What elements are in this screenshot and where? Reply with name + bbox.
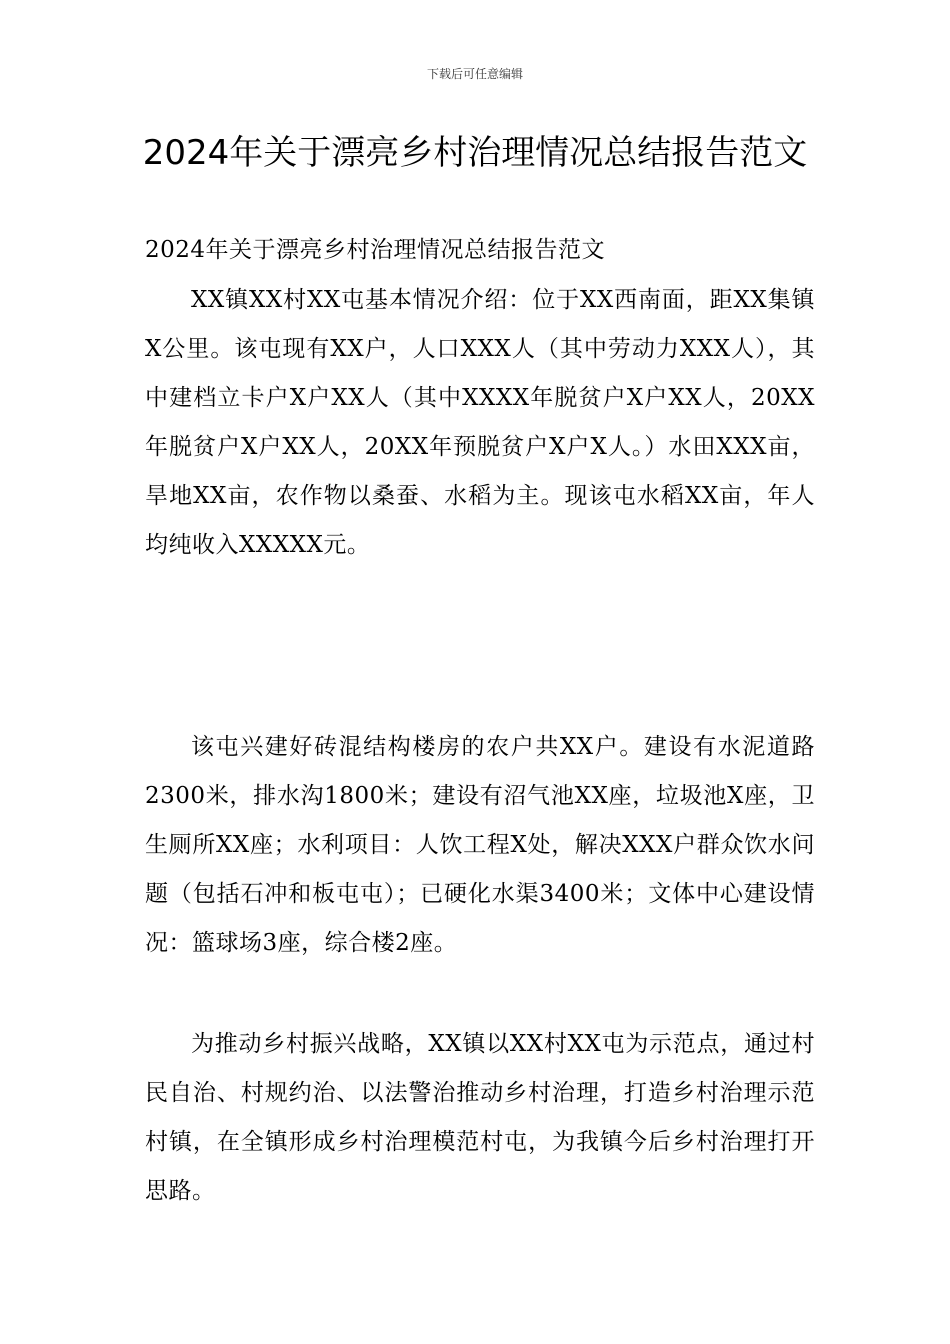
subtitle-text: 2024年关于漂亮乡村治理情况总结报告范文 xyxy=(145,237,606,263)
document-subtitle xyxy=(145,226,815,275)
paragraph-text: XX镇XX村XX屯基本情况介绍：位于XX西南面，距XX集镇X公里。该屯现有XX户，人口XXX人（其中劳动力XXX人），其中建档立卡户X户XX人（其中XXXX年脱贫户X户XX人，20XX年脱贫户X户XX人，20XX年预脱贫户X户X人。）水田XXX亩，旱地XX亩，农作物以桑蚕、水稻为主。现该屯水稻XX亩，年人均纯收入XXXXX元。 xyxy=(145,287,815,558)
paragraph-text: 该屯兴建好砖混结构楼房的农户共XX户。建设有水泥道路2300米，排水沟1800米；建设有沼气池XX座，垃圾池X座，卫生厕所XX座；水利项目：人饮工程X处，解决XXX户群众饮水问题（包括石冲和板屯屯）；已硬化水渠3400米；文体中心建设情况：篮球场3座，综合楼2座。 xyxy=(145,734,815,956)
header-note: 下载后可任意编辑 xyxy=(426,67,523,81)
paragraph-basic-info xyxy=(145,276,815,570)
paragraph-construction xyxy=(145,723,815,968)
paragraph-governance xyxy=(145,1020,815,1216)
paragraph-text: 为推动乡村振兴战略，XX镇以XX村XX屯为示范点，通过村民自治、村规约治、以法警治推动乡村治理，打造乡村治理示范村镇，在全镇形成乡村治理模范村屯，为我镇今后乡村治理打开思路。 xyxy=(145,1031,815,1204)
document-title: 2024年关于漂亮乡村治理情况总结报告范文 xyxy=(142,133,808,173)
